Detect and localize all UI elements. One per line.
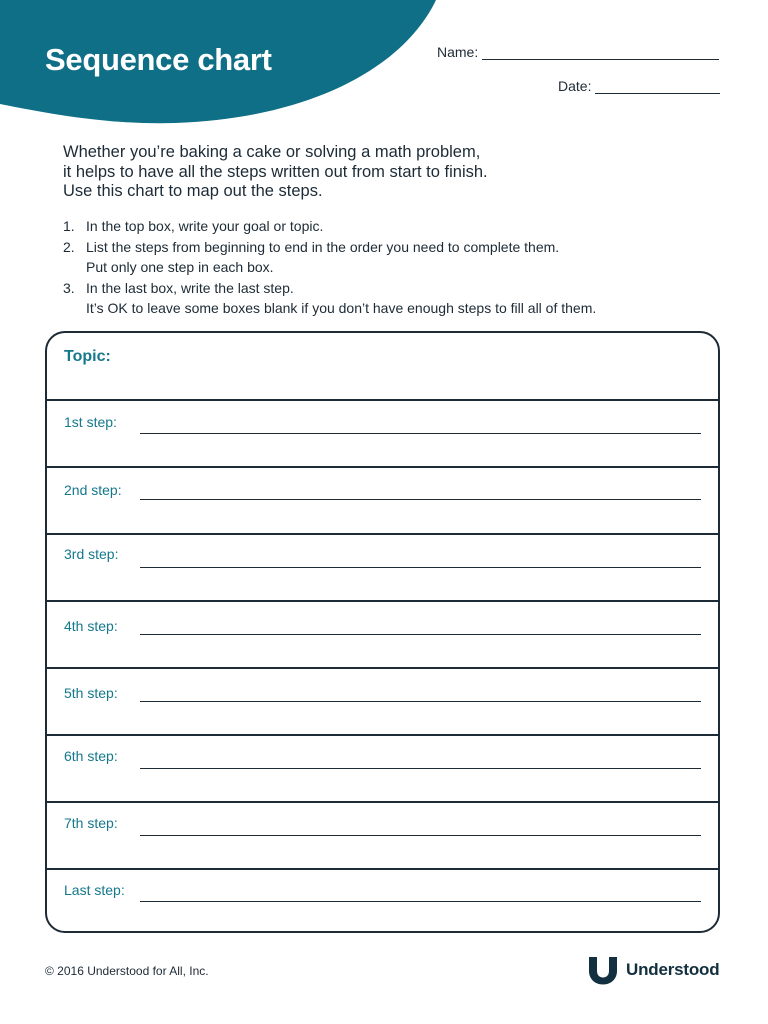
date-line[interactable] (595, 79, 720, 94)
name-line[interactable] (482, 45, 719, 60)
instruction-number: 3. (63, 279, 75, 296)
step-box[interactable] (47, 533, 718, 602)
date-label: Date: (558, 78, 592, 94)
step-box[interactable] (47, 667, 718, 736)
step-write-line[interactable] (140, 768, 701, 769)
step-box[interactable] (47, 466, 718, 535)
step-write-line[interactable] (140, 433, 701, 434)
step-label: 3rd step: (64, 546, 119, 562)
brand-name: Understood (626, 960, 720, 979)
instructions-list (63, 216, 743, 319)
page-title: Sequence chart (45, 42, 272, 77)
instruction-item (63, 278, 743, 319)
step-box[interactable] (47, 600, 718, 669)
understood-logo (586, 954, 719, 986)
step-label: 6th step: (64, 748, 118, 764)
step-write-line[interactable] (140, 567, 701, 568)
instruction-number: 2. (63, 238, 75, 255)
instruction-text: It’s OK to leave some boxes blank if you don’t have enough steps to fill all of them. (86, 300, 597, 316)
understood-u-icon (586, 954, 620, 986)
instruction-text: In the top box, write your goal or topic. (86, 218, 324, 234)
instruction-number: 1. (63, 218, 75, 234)
intro-text (63, 143, 723, 202)
step-write-line[interactable] (140, 499, 701, 500)
topic-label: Topic: (64, 348, 111, 365)
step-label: 1st step: (64, 414, 117, 430)
intro-line: Whether you’re baking a cake or solving a math problem, (63, 143, 481, 161)
copyright-text: © 2016 Understood for All, Inc. (45, 964, 209, 978)
step-write-line[interactable] (140, 701, 701, 702)
step-label: 4th step: (64, 618, 118, 634)
name-label: Name: (437, 44, 479, 60)
step-label: Last step: (64, 882, 125, 898)
intro-line: it helps to have all the steps written out from start to finish. (63, 162, 488, 181)
step-write-line[interactable] (140, 835, 701, 836)
step-write-line[interactable] (140, 901, 701, 902)
step-write-line[interactable] (140, 634, 701, 635)
instruction-text: List the steps from beginning to end in the order you need to complete them. (86, 238, 560, 255)
name-field[interactable] (437, 44, 719, 60)
instruction-item (63, 216, 743, 237)
step-label: 5th step: (64, 685, 118, 701)
date-field[interactable] (558, 78, 720, 94)
step-box[interactable] (47, 399, 718, 468)
instruction-text: In the last box, write the last step. (86, 279, 294, 296)
instruction-item (63, 237, 743, 278)
step-label: 2nd step: (64, 482, 122, 498)
sequence-chart (45, 331, 720, 933)
step-box[interactable] (47, 801, 718, 870)
step-box[interactable] (47, 734, 718, 803)
intro-line: Use this chart to map out the steps. (63, 182, 323, 200)
step-box[interactable] (47, 868, 718, 931)
instruction-text: Put only one step in each box. (86, 259, 274, 275)
topic-box[interactable] (47, 333, 718, 401)
step-label: 7th step: (64, 815, 118, 831)
